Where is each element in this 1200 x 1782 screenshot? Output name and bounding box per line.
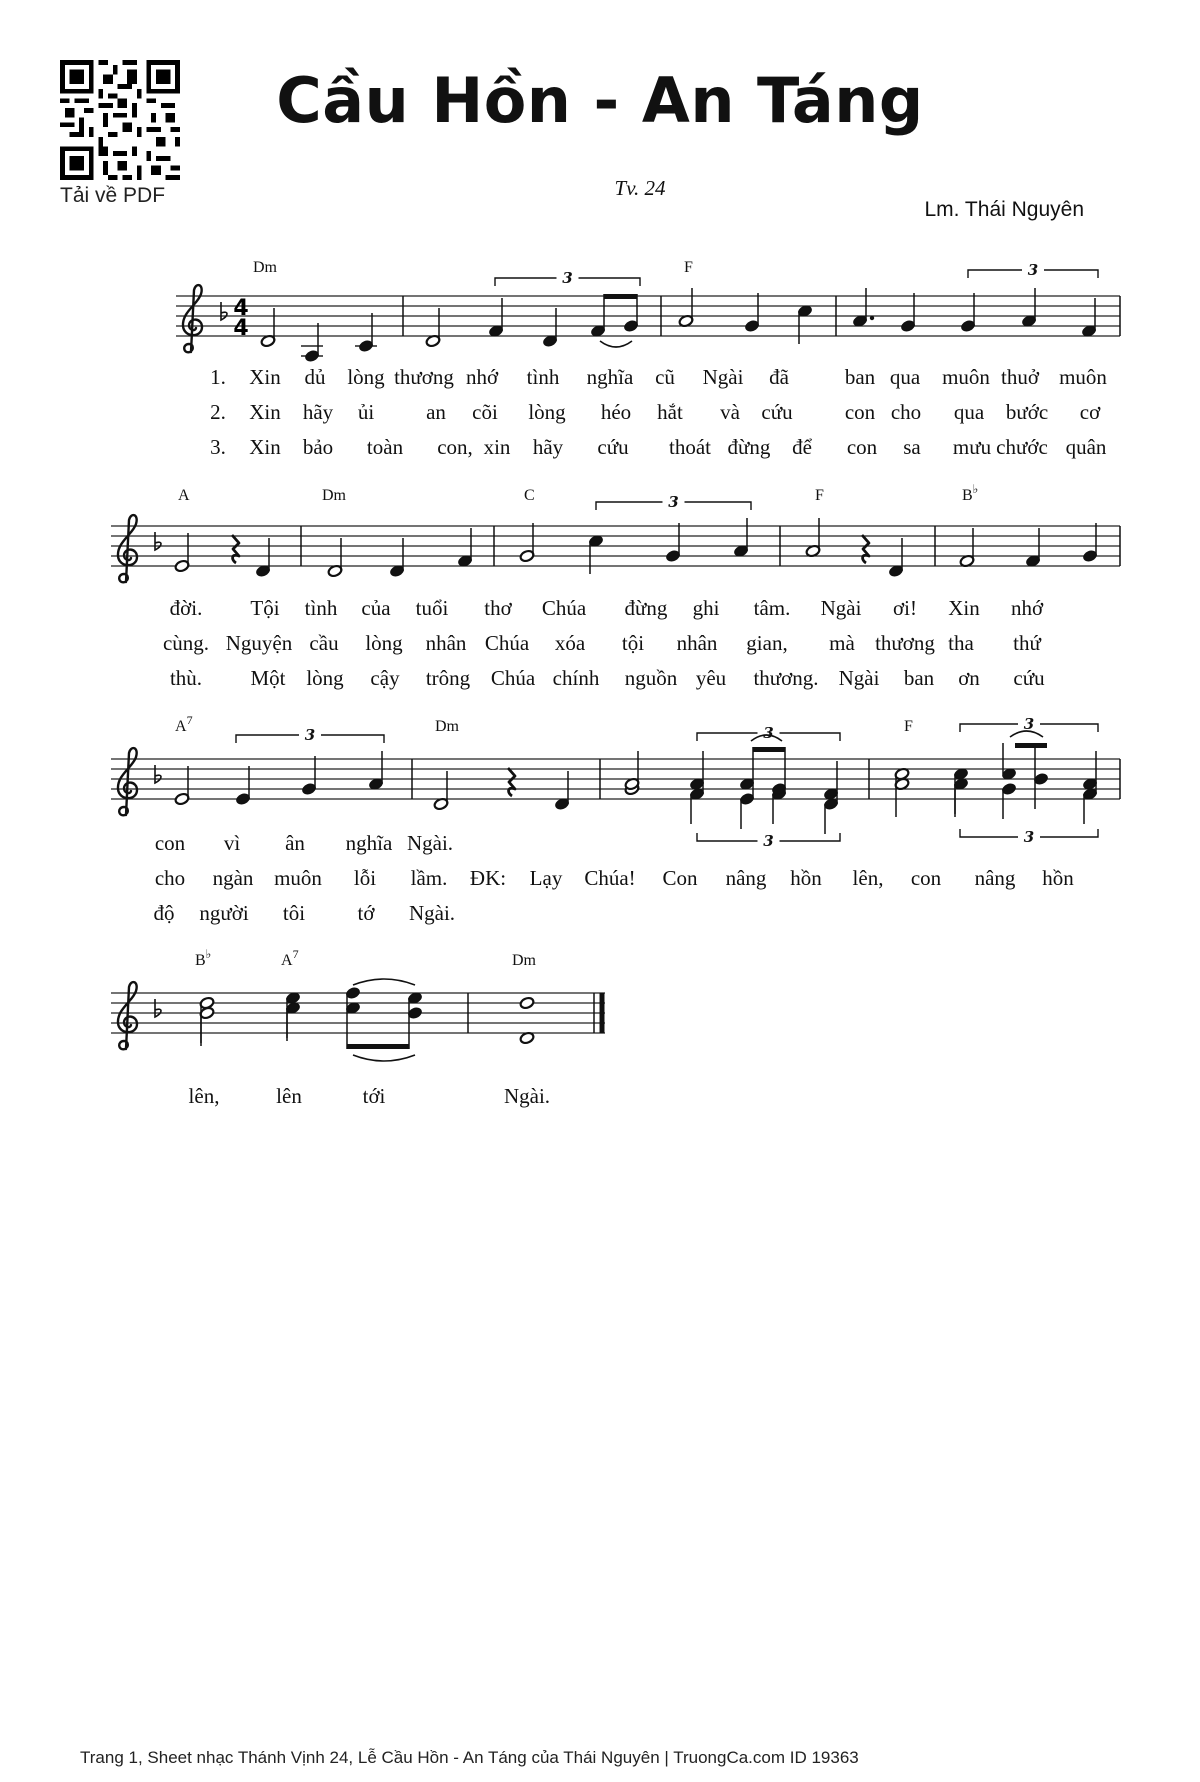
lyric-syllable: héo	[600, 400, 632, 424]
lyric-syllable: hồn	[790, 866, 822, 890]
tuplet-number: 3	[562, 269, 573, 287]
chord-symbol: Dm	[253, 259, 277, 276]
time-signature-bottom: 4	[233, 316, 249, 341]
lyric-syllable: an	[426, 400, 446, 424]
lyric-syllable: tới	[362, 1084, 386, 1108]
lyric-syllable: lòng	[306, 666, 344, 690]
beam	[753, 747, 785, 752]
lyric-syllable: nhớ	[465, 365, 499, 389]
lyric-syllable: lỗi	[353, 866, 377, 890]
lyric-syllable: hãy	[302, 400, 334, 424]
lyric-syllable: xin	[483, 435, 511, 459]
key-signature-flat-icon	[155, 532, 161, 550]
chord-symbol: $A^7$	[281, 947, 299, 969]
lyric-syllable: xóa	[554, 631, 586, 655]
lyric-syllable: sa	[903, 435, 921, 459]
beam	[1015, 743, 1047, 748]
lyric-syllable: 3.	[210, 435, 226, 459]
lyric-syllable: toàn	[366, 435, 404, 459]
lyric-syllable: nguồn	[624, 666, 678, 690]
lyric-syllable: Ngài.	[406, 831, 454, 855]
lyric-syllable: tình	[304, 596, 338, 620]
download-pdf-link[interactable]: Tải về PDF	[60, 184, 166, 207]
beam	[604, 294, 637, 299]
lyric-syllable: con	[844, 400, 876, 424]
lyric-syllable: con	[154, 831, 186, 855]
lyric-syllable: ủi	[357, 400, 375, 424]
lyric-syllable: vì	[223, 831, 241, 855]
treble-clef-icon	[118, 982, 137, 1049]
chord-symbol: Dm	[512, 952, 536, 969]
lyric-syllable: qua	[889, 365, 921, 389]
psalm-reference: Tv. 24	[614, 176, 666, 200]
slur	[353, 1055, 415, 1061]
whole-note	[519, 996, 535, 1009]
tuplet-number: 3	[1023, 828, 1035, 846]
lyric-syllable: 2.	[210, 400, 226, 424]
lyric-syllable: Tội	[250, 596, 280, 620]
lyric-syllable: lầm.	[410, 866, 448, 890]
lyric-syllable: quân	[1065, 435, 1107, 459]
lyric-syllable: cậy	[370, 666, 400, 690]
chord-symbol: A	[178, 487, 190, 504]
lyric-syllable: nhớ	[1010, 596, 1044, 620]
lyric-syllable: cũ	[655, 365, 675, 389]
lyric-syllable: thứ	[1013, 631, 1041, 655]
chord-symbol: B♭	[195, 947, 212, 969]
tuplet-number: 3	[763, 832, 774, 850]
key-signature-flat-icon	[155, 999, 161, 1017]
tuplet-number: 3	[304, 726, 316, 744]
lyric-syllable: Chúa	[541, 596, 587, 620]
lyric-syllable: muôn	[942, 365, 990, 389]
chord-symbol: C	[524, 487, 535, 504]
lyric-syllable: nhân	[676, 631, 718, 655]
lyric-syllable: cho	[154, 866, 186, 890]
lyric-syllable: ban	[844, 365, 876, 389]
lyric-syllable: qua	[953, 400, 985, 424]
lyric-syllable: dủ	[304, 365, 326, 389]
lyric-syllable: tuổi	[415, 596, 449, 620]
lyric-syllable: cùng.	[162, 631, 210, 655]
lyric-syllable: thương.	[753, 666, 819, 690]
lyric-syllable: lòng	[347, 365, 385, 389]
dot	[870, 316, 874, 320]
lyric-syllable: cho	[890, 400, 922, 424]
lyric-syllable: để	[792, 435, 812, 459]
lyric-syllable: Lạy	[529, 866, 563, 890]
lyric-syllable: thơ	[484, 596, 512, 620]
lyric-syllable: người	[199, 901, 249, 925]
lyric-syllable: tớ	[357, 901, 375, 925]
lyric-syllable: ơn	[958, 666, 980, 690]
lyric-syllable: Xin	[948, 596, 980, 620]
quarter-rest-icon	[508, 768, 515, 796]
lyric-syllable: cơ	[1079, 400, 1101, 424]
chord-symbol: $A^7$	[175, 713, 193, 735]
lyric-syllable: lên,	[188, 1084, 220, 1108]
lyric-syllable: gian,	[746, 631, 788, 655]
lyric-syllable: hắt	[657, 400, 683, 424]
lyric-syllable: tôi	[282, 901, 306, 925]
tuplet-number: 3	[763, 724, 774, 742]
lyric-syllable: nghĩa	[345, 831, 393, 855]
lyric-syllable: Ngài	[838, 666, 880, 690]
chord-symbol: B♭	[962, 482, 979, 504]
lyric-syllable: cứu	[597, 435, 629, 459]
lyric-syllable: chước	[996, 435, 1048, 459]
lyric-syllable: đừng	[624, 596, 668, 620]
lyric-syllable: mà	[829, 631, 855, 655]
lyric-syllable: độ	[153, 901, 175, 925]
lyric-syllable: nâng	[974, 866, 1016, 890]
key-signature-flat-icon	[155, 765, 161, 783]
lyric-syllable: đừng	[727, 435, 771, 459]
slur	[353, 979, 415, 985]
treble-clef-icon	[183, 285, 202, 352]
song-title: Cầu Hồn - An Táng	[276, 64, 924, 137]
lyric-syllable: Một	[250, 666, 286, 690]
lyric-syllable: Xin	[249, 435, 281, 459]
quarter-rest-icon	[232, 535, 239, 563]
lyric-syllable: cõi	[472, 400, 498, 424]
lyric-syllable: ngàn	[212, 866, 254, 890]
lyric-syllable: tội	[621, 631, 645, 655]
lyric-syllable: hồn	[1042, 866, 1074, 890]
lyric-syllable: con	[846, 435, 878, 459]
lyric-syllable: lòng	[365, 631, 403, 655]
lyric-syllable: hãy	[532, 435, 564, 459]
lyric-syllable: của	[361, 596, 391, 620]
lyric-syllable: Nguyện	[225, 631, 293, 655]
lyric-syllable: nghĩa	[586, 365, 634, 389]
lyric-syllable: Chúa	[490, 666, 536, 690]
key-signature-flat-icon	[221, 302, 227, 320]
lyric-syllable: Ngài	[820, 596, 862, 620]
lyric-syllable: Ngài.	[408, 901, 456, 925]
beam	[347, 1044, 409, 1049]
page-footer: Trang 1, Sheet nhạc Thánh Vịnh 24, Lễ Cầu Hồn - An Táng của Thái Nguyên | TruongCa.com ID 19363	[80, 1748, 859, 1767]
lyric-syllable: Ngài	[702, 365, 744, 389]
lyric-syllable: nâng	[725, 866, 767, 890]
lyric-syllable: lên,	[852, 866, 884, 890]
lyric-syllable: muôn	[274, 866, 322, 890]
lyric-syllable: bảo	[302, 435, 334, 459]
lyric-syllable: và	[720, 400, 740, 424]
lyric-syllable: tha	[948, 631, 974, 655]
composer-name: Lm. Thái Nguyên	[924, 198, 1084, 221]
lyric-syllable: ban	[903, 666, 935, 690]
lyric-syllable: ân	[285, 831, 305, 855]
lyric-syllable: Chúa!	[584, 866, 636, 890]
tuplet-number: 3	[668, 493, 679, 511]
lyric-syllable: con	[910, 866, 942, 890]
lyric-syllable: thương	[875, 631, 935, 655]
tuplet-number: 3	[1027, 261, 1039, 279]
lyric-syllable: lòng	[528, 400, 566, 424]
lyric-syllable: cứu	[761, 400, 793, 424]
chord-symbol: Dm	[435, 718, 459, 735]
lyric-syllable: ĐK:	[469, 866, 507, 890]
lyric-syllable: Chúa	[484, 631, 530, 655]
chord-symbol: Dm	[322, 487, 346, 504]
lyric-syllable: đã	[769, 365, 789, 389]
lyric-syllable: Con	[662, 866, 698, 890]
lyric-syllable: bước	[1005, 400, 1049, 424]
lyric-syllable: thương	[394, 365, 454, 389]
chord-symbol: F	[904, 718, 913, 735]
lyric-syllable: muôn	[1059, 365, 1107, 389]
chord-symbol: F	[815, 487, 824, 504]
lyric-syllable: Xin	[249, 365, 281, 389]
lyric-syllable: thoát	[669, 435, 711, 459]
tuplet-number: 3	[1023, 715, 1035, 733]
lyric-syllable: thù.	[169, 666, 203, 690]
lyric-syllable: 1.	[210, 365, 226, 389]
treble-clef-icon	[118, 748, 137, 815]
chord-symbol: F	[684, 259, 693, 276]
lyric-syllable: cứu	[1013, 666, 1045, 690]
time-signature-top: 4	[233, 296, 249, 321]
lyric-syllable: cầu	[309, 631, 339, 655]
treble-clef-icon	[118, 515, 137, 582]
lyric-syllable: ơi!	[893, 596, 917, 620]
lyric-syllable: mưu	[952, 435, 992, 459]
lyric-syllable: lên	[276, 1084, 302, 1108]
lyric-syllable: ghi	[692, 596, 720, 620]
lyric-syllable: tình	[526, 365, 560, 389]
lyric-syllable: con,	[437, 435, 473, 459]
lyric-syllable: Ngài.	[503, 1084, 551, 1108]
slur	[600, 341, 632, 347]
lyric-syllable: trông	[425, 666, 471, 690]
lyric-syllable: thuở	[1001, 365, 1039, 389]
lyric-syllable: nhân	[425, 631, 467, 655]
lyric-syllable: đời.	[169, 596, 203, 620]
quarter-rest-icon	[862, 535, 869, 563]
lyric-syllable: Xin	[249, 400, 281, 424]
lyric-syllable: tâm.	[753, 596, 791, 620]
lyric-syllable: chính	[552, 666, 600, 690]
lyric-syllable: yêu	[695, 666, 727, 690]
